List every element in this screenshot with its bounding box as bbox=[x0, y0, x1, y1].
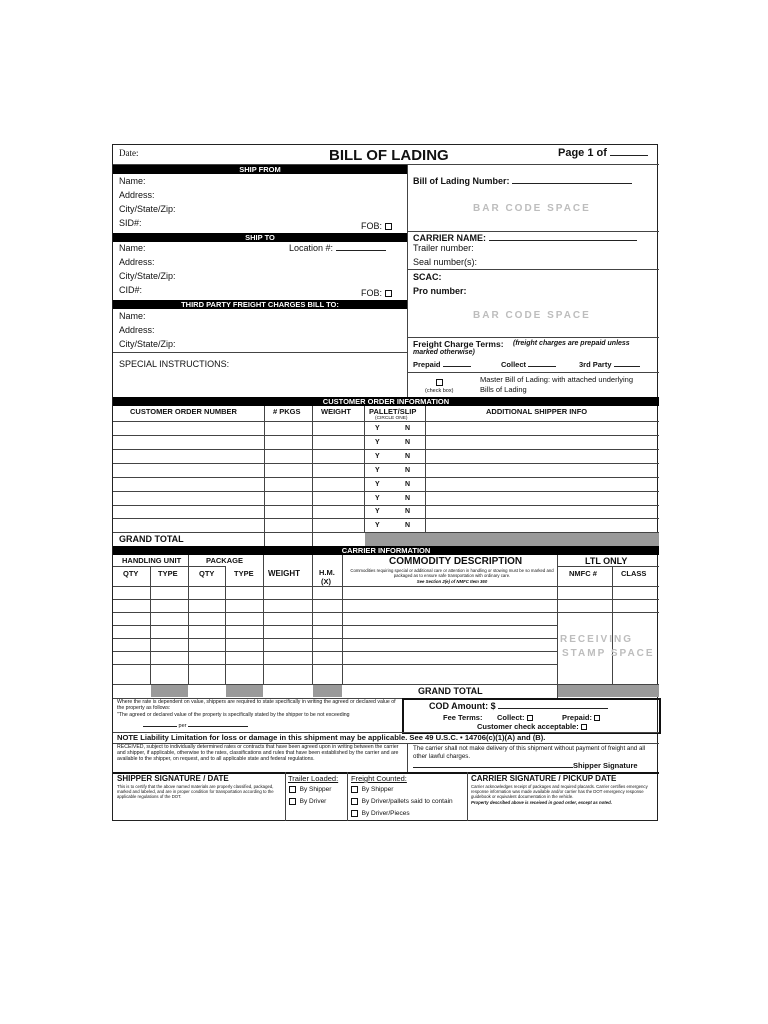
trailer-number-label: Trailer number: bbox=[413, 243, 474, 253]
barcode-space-2: BAR CODE SPACE bbox=[473, 310, 591, 321]
no-delivery-text: The carrier shall not make delivery of this shipment without payment of freight and all other lawful charges. bbox=[413, 745, 646, 760]
pallet-no[interactable]: N bbox=[405, 481, 411, 488]
date-label: Date: bbox=[119, 148, 139, 158]
ship-to-city-label: City/State/Zip: bbox=[119, 271, 176, 281]
col-customer-order: CUSTOMER ORDER NUMBER bbox=[130, 407, 237, 416]
pallet-no[interactable]: N bbox=[405, 495, 411, 502]
pallet-no[interactable]: N bbox=[405, 522, 411, 529]
grid-line bbox=[113, 477, 659, 478]
grid-line bbox=[113, 586, 659, 587]
check-box-label: (check box) bbox=[425, 388, 454, 394]
pallet-yes[interactable]: Y bbox=[375, 425, 380, 432]
freight-by-driver-pieces-checkbox[interactable] bbox=[351, 810, 358, 817]
divider bbox=[347, 772, 348, 821]
nmfc-label: NMFC # bbox=[569, 569, 597, 578]
divider bbox=[407, 337, 659, 338]
ship-to-name-label: Name: bbox=[119, 243, 146, 253]
third-party-name-label: Name: bbox=[119, 311, 146, 321]
grid-line bbox=[113, 638, 557, 639]
hm-label: H.M. bbox=[319, 568, 335, 577]
ship-from-bar: SHIP FROM bbox=[113, 165, 407, 174]
collect-field: Collect bbox=[501, 360, 556, 369]
package-label: PACKAGE bbox=[206, 556, 243, 565]
grid-line bbox=[113, 664, 557, 665]
grid-line bbox=[113, 651, 557, 652]
class-label: CLASS bbox=[621, 569, 647, 578]
carrier-weight: WEIGHT bbox=[268, 569, 300, 578]
page-label: Page 1 of bbox=[558, 147, 648, 159]
col-pkgs: # PKGS bbox=[273, 407, 301, 416]
pallet-no[interactable]: N bbox=[405, 425, 411, 432]
shaded-cell bbox=[365, 533, 659, 546]
fee-terms: Fee Terms: bbox=[443, 713, 483, 722]
pallet-yes[interactable]: Y bbox=[375, 495, 380, 502]
col-pallet-slip: PALLET/SLIP bbox=[369, 407, 417, 416]
master-bol-label: Master Bill of Lading: with attached underlying bbox=[480, 375, 634, 384]
cod-amount: COD Amount: $ bbox=[429, 701, 608, 711]
carrier-grand-total-label: GRAND TOTAL bbox=[418, 686, 483, 696]
commodity-note-2: See Section 2(e) of NMFC Item 360 bbox=[416, 579, 488, 584]
fee-collect: Collect: bbox=[497, 713, 533, 722]
bol-number: Bill of Lading Number: bbox=[413, 176, 632, 186]
pallet-no[interactable]: N bbox=[405, 508, 411, 515]
commodity-note: Commodities requiring special or additional care or attention in handling or stowing must be so marked and packaged as to ensure safe transportation with ordinary care. bbox=[350, 568, 554, 579]
ship-to-bar: SHIP TO bbox=[113, 233, 407, 242]
freight-counted-title: Freight Counted: bbox=[351, 774, 407, 783]
seal-number-label: Seal number(s): bbox=[413, 257, 478, 267]
pallet-yes[interactable]: Y bbox=[375, 481, 380, 488]
carrier-received-text: Property described above is received in good order, except as noted. bbox=[471, 800, 612, 805]
grid-line bbox=[425, 406, 426, 546]
ship-to-location: Location #: bbox=[289, 243, 386, 253]
grid-line bbox=[612, 566, 613, 684]
ship-to-cid-label: CID#: bbox=[119, 285, 143, 295]
circle-one-label: (CIRCLE ONE) bbox=[375, 416, 408, 421]
received-text: RECEIVED, subject to individually determined rates or contracts that have been agreed upon in writing between the carrier and shipper, if applicable, otherwise to the rates, classifications and rules that have been established by the carrier and are available to the shipper, on request, and to all applicable state and federal regulations. bbox=[117, 744, 399, 762]
ship-from-fob-checkbox[interactable] bbox=[385, 223, 392, 230]
trailer-by-driver: By Driver bbox=[289, 798, 326, 805]
ship-to-address-label: Address: bbox=[119, 257, 155, 267]
grid-line bbox=[113, 491, 659, 492]
order-grand-total-label: GRAND TOTAL bbox=[119, 534, 184, 544]
grid-line bbox=[113, 435, 659, 436]
pallet-yes[interactable]: Y bbox=[375, 453, 380, 460]
carrier-ack-text: Carrier acknowledges receipt of packages and required placards. Carrier certifies emergency response information was made available and/or carrier has the DOT emergency response guidebook or equivalent documentation in the vehicle. bbox=[471, 784, 648, 800]
divider bbox=[407, 269, 659, 270]
pallet-no[interactable]: N bbox=[405, 453, 411, 460]
divider bbox=[113, 352, 407, 353]
trailer-by-shipper: By Shipper bbox=[289, 786, 331, 793]
trailer-by-driver-checkbox[interactable] bbox=[289, 798, 296, 805]
master-bol-label-2: Bills of Lading bbox=[480, 385, 527, 394]
handling-unit-label: HANDLING UNIT bbox=[122, 556, 182, 565]
freight-by-shipper-checkbox[interactable] bbox=[351, 786, 358, 793]
prepaid-field: Prepaid bbox=[413, 360, 471, 369]
fee-prepaid-checkbox[interactable] bbox=[594, 715, 600, 721]
pallet-no[interactable]: N bbox=[405, 439, 411, 446]
scac-label: SCAC: bbox=[413, 272, 442, 282]
freight-by-driver-pieces: By Driver/Pieces bbox=[351, 810, 410, 817]
form-title: BILL OF LADING bbox=[329, 147, 449, 164]
ltl-only-label: LTL ONLY bbox=[585, 556, 628, 566]
commodity-description-label: COMMODITY DESCRIPTION bbox=[389, 556, 523, 567]
receiving-stamp: RECEIVING bbox=[560, 634, 634, 645]
value-per-field: per bbox=[143, 723, 248, 729]
pallet-yes[interactable]: Y bbox=[375, 522, 380, 529]
declared-value-text-2: "The agreed or declared value of the property is specifically stated by the shipper to be not exceeding bbox=[117, 712, 350, 718]
divider bbox=[407, 231, 659, 232]
third-party-field: 3rd Party bbox=[579, 360, 640, 369]
pro-number-label: Pro number: bbox=[413, 286, 467, 296]
grid-line bbox=[113, 421, 659, 422]
third-party-city-label: City/State/Zip: bbox=[119, 339, 176, 349]
fee-collect-checkbox[interactable] bbox=[527, 715, 533, 721]
grid-line bbox=[113, 449, 659, 450]
col-additional-info: ADDITIONAL SHIPPER INFO bbox=[486, 407, 588, 416]
barcode-space-1: BAR CODE SPACE bbox=[473, 203, 591, 214]
third-party-address-label: Address: bbox=[119, 325, 155, 335]
divider bbox=[467, 772, 468, 821]
divider bbox=[407, 372, 659, 373]
shaded-cell bbox=[558, 685, 659, 697]
shaded-cell bbox=[313, 685, 342, 697]
shipper-signature-line: Shipper Signature bbox=[413, 761, 638, 770]
shipper-signature-title: SHIPPER SIGNATURE / DATE bbox=[117, 774, 229, 783]
carrier-info-bar: CARRIER INFORMATION bbox=[113, 546, 659, 555]
ship-from-address-label: Address: bbox=[119, 190, 155, 200]
pkg-type: TYPE bbox=[234, 569, 254, 578]
master-bol-checkbox[interactable] bbox=[436, 377, 443, 387]
shaded-cell bbox=[226, 685, 263, 697]
grid-line bbox=[113, 612, 659, 613]
third-party-bar: THIRD PARTY FREIGHT CHARGES BILL TO: bbox=[113, 300, 407, 309]
grid-line bbox=[113, 599, 659, 600]
grid-line bbox=[264, 406, 265, 546]
carrier-signature-title: CARRIER SIGNATURE / PICKUP DATE bbox=[471, 774, 617, 783]
hm-x-label: (X) bbox=[321, 577, 331, 586]
freight-terms-label: Freight Charge Terms: bbox=[413, 339, 504, 349]
freight-terms-note: (freight charges are prepaid unless bbox=[513, 340, 630, 347]
ship-to-fob: FOB: bbox=[361, 288, 392, 298]
freight-by-driver-pallets: By Driver/pallets said to contain bbox=[351, 798, 453, 805]
hu-type: TYPE bbox=[158, 569, 178, 578]
bill-of-lading-form bbox=[112, 144, 658, 821]
shaded-cell bbox=[151, 685, 188, 697]
freight-by-driver-pallets-checkbox[interactable] bbox=[351, 798, 358, 805]
special-instructions-label: SPECIAL INSTRUCTIONS: bbox=[119, 359, 230, 369]
freight-terms-note-2: marked otherwise) bbox=[413, 349, 475, 356]
pallet-no[interactable]: N bbox=[405, 467, 411, 474]
ship-from-fob: FOB: bbox=[361, 221, 392, 231]
grid-line bbox=[364, 406, 365, 532]
grid-line bbox=[113, 463, 659, 464]
grid-line bbox=[113, 566, 225, 567]
customer-check-checkbox[interactable] bbox=[581, 724, 587, 730]
grid-line bbox=[557, 555, 558, 698]
grid-line bbox=[557, 566, 659, 567]
fee-prepaid: Prepaid: bbox=[562, 713, 600, 722]
carrier-name: CARRIER NAME: bbox=[413, 233, 637, 243]
col-weight: WEIGHT bbox=[321, 407, 351, 416]
divider bbox=[407, 164, 408, 397]
pallet-yes[interactable]: Y bbox=[375, 467, 380, 474]
grid-line bbox=[312, 406, 313, 546]
ship-from-city-label: City/State/Zip: bbox=[119, 204, 176, 214]
declared-value-text: Where the rate is dependent on value, shippers are required to state specifically in writing the agreed or declared value of the property as follows: bbox=[117, 699, 396, 711]
trailer-by-shipper-checkbox[interactable] bbox=[289, 786, 296, 793]
pallet-yes[interactable]: Y bbox=[375, 508, 380, 515]
divider bbox=[285, 772, 286, 821]
shipper-certify-text: This is to certify that the above named materials are properly classified, packaged, marked and labeled, and are in proper condition for transportation according to the applicable regulations of the DOT. bbox=[117, 784, 274, 800]
customer-order-bar: CUSTOMER ORDER INFORMATION bbox=[113, 397, 659, 406]
grid-line bbox=[113, 505, 659, 506]
stamp-space: STAMP SPACE bbox=[562, 648, 655, 659]
ship-to-fob-checkbox[interactable] bbox=[385, 290, 392, 297]
pallet-yes[interactable]: Y bbox=[375, 439, 380, 446]
grid-line bbox=[113, 518, 659, 519]
customer-check: Customer check acceptable: bbox=[477, 722, 587, 731]
ship-from-name-label: Name: bbox=[119, 176, 146, 186]
liability-note: NOTE Liability Limitation for loss or damage in this shipment may be applicable. See 49 U.S.C. • 14706(c)(1)(A) and (B). bbox=[117, 733, 546, 742]
trailer-loaded-title: Trailer Loaded: bbox=[288, 774, 339, 783]
divider bbox=[407, 743, 408, 772]
pkg-qty: QTY bbox=[199, 569, 215, 578]
freight-by-shipper: By Shipper bbox=[351, 786, 393, 793]
hu-qty: QTY bbox=[123, 569, 139, 578]
ship-from-sid-label: SID#: bbox=[119, 218, 142, 228]
grid-line bbox=[113, 625, 557, 626]
